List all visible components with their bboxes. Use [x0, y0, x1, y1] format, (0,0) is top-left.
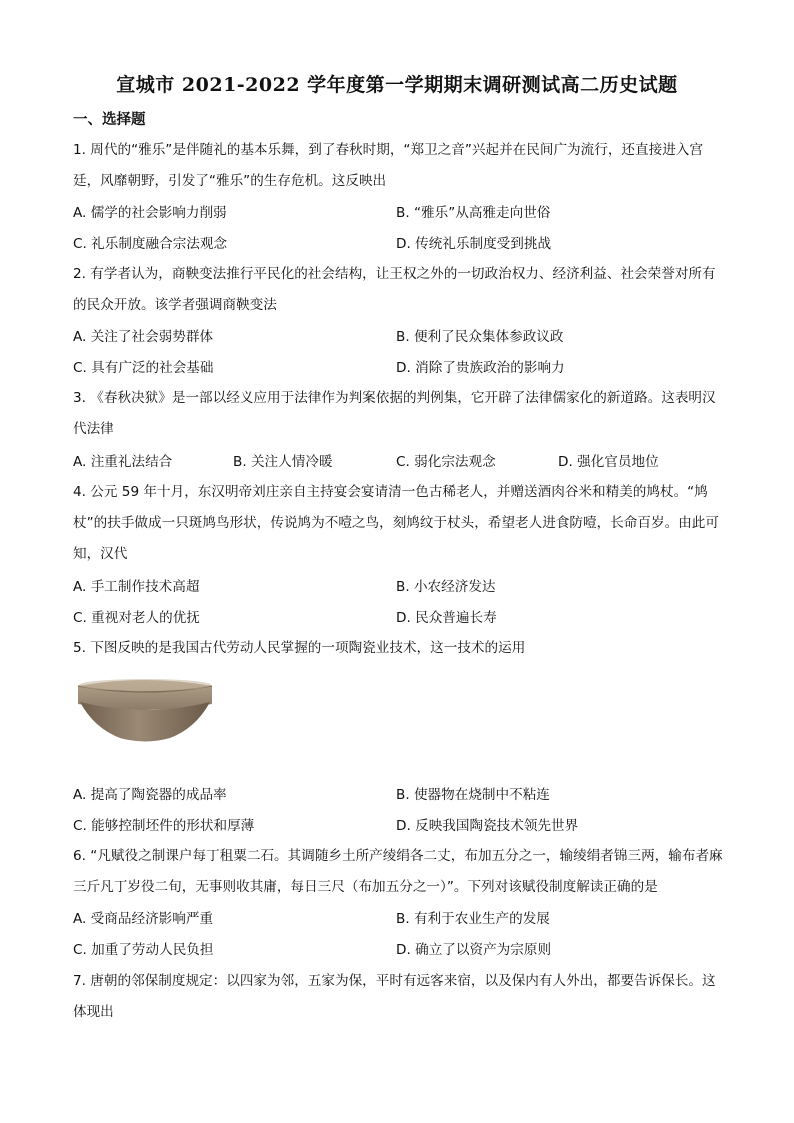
question-1-option-b[interactable]: B. “雅乐”从高雅走向世俗: [396, 205, 551, 221]
question-3-option-c[interactable]: C. 弱化宗法观念: [396, 454, 496, 470]
question-6-stem: 6. “凡赋役之制课户每丁租粟二石。其调随乡土所产绫绢各二丈，布加五分之一，输绫绢者锦三两，输布者麻三斤凡丁岁役二旬，无事则收其庸，每日三尺（布加五分之一）”。下列对该赋役制度解读正确的是: [73, 848, 723, 895]
question-1-stem: 1. 周代的“雅乐”是伴随礼的基本乐舞，到了春秋时期，“郑卫之音”兴起并在民间广为流行，还直接进入宫廷，风靡朝野，引发了“雅乐”的生存危机。这反映出: [73, 142, 703, 189]
question-5-option-c[interactable]: C. 能够控制坯件的形状和厚薄: [73, 818, 255, 834]
question-4-option-a[interactable]: A. 手工制作技术高超: [73, 579, 200, 595]
question-1-option-d[interactable]: D. 传统礼乐制度受到挑战: [396, 236, 552, 252]
question-4-option-d[interactable]: D. 民众普遍长寿: [396, 610, 497, 626]
question-6-option-b[interactable]: B. 有利于农业生产的发展: [396, 911, 550, 927]
question-2-option-c[interactable]: C. 具有广泛的社会基础: [73, 360, 214, 376]
question-7-stem: 7. 唐朝的邻保制度规定：以四家为邻，五家为保，平时有远客来宿，以及保内有人外出，都要告诉保长。这体现出: [73, 973, 716, 1020]
question-4-stem: 4. 公元 59 年十月，东汉明帝刘庄亲自主持宴会宴请清一色古稀老人，并赠送酒肉谷米和精美的鸠杖。“鸠杖”的扶手做成一只斑鸠鸟形状，传说鸠为不噎之鸟，刻鸠纹于杖头，希望老人进食防噎，长命百岁。由此可知，汉代: [73, 484, 719, 562]
page-title: 宣城市 2021-2022 学年度第一学期期末调研测试高二历史试题: [116, 74, 678, 96]
pottery-vessel-image: [72, 672, 218, 746]
question-2-option-a[interactable]: A. 关注了社会弱势群体: [73, 329, 214, 345]
question-2-option-d[interactable]: D. 消除了贵族政治的影响力: [396, 360, 565, 376]
question-2-option-b[interactable]: B. 便利了民众集体参政议政: [396, 329, 564, 345]
question-4-option-b[interactable]: B. 小农经济发达: [396, 579, 496, 595]
question-5-option-b[interactable]: B. 使器物在烧制中不粘连: [396, 787, 550, 803]
section-heading: 一、选择题: [73, 112, 146, 128]
question-1-option-a[interactable]: A. 儒学的社会影响力削弱: [73, 205, 227, 221]
question-3-option-a[interactable]: A. 注重礼法结合: [73, 454, 173, 470]
question-4-option-c[interactable]: C. 重视对老人的优抚: [73, 610, 200, 626]
question-5-stem: 5. 下图反映的是我国古代劳动人民掌握的一项陶瓷业技术，这一技术的运用: [73, 640, 526, 656]
question-6-option-c[interactable]: C. 加重了劳动人民负担: [73, 942, 214, 958]
question-6-option-a[interactable]: A. 受商品经济影响严重: [73, 911, 214, 927]
question-3-option-d[interactable]: D. 强化官员地位: [558, 454, 659, 470]
question-3-stem: 3. 《春秋决狱》是一部以经义应用于法律作为判案依据的判例集，它开辟了法律儒家化的新道路。这表明汉代法律: [73, 390, 716, 437]
question-1-option-c[interactable]: C. 礼乐制度融合宗法观念: [73, 236, 228, 252]
question-6-option-d[interactable]: D. 确立了以资产为宗原则: [396, 942, 552, 958]
question-2-stem: 2. 有学者认为，商鞅变法推行平民化的社会结构，让王权之外的一切政治权力、经济利益、社会荣誉对所有的民众开放。该学者强调商鞅变法: [73, 266, 716, 313]
question-3-option-b[interactable]: B. 关注人情冷暖: [233, 454, 333, 470]
question-5-option-a[interactable]: A. 提高了陶瓷器的成品率: [73, 787, 227, 803]
question-5-option-d[interactable]: D. 反映我国陶瓷技术领先世界: [396, 818, 579, 834]
